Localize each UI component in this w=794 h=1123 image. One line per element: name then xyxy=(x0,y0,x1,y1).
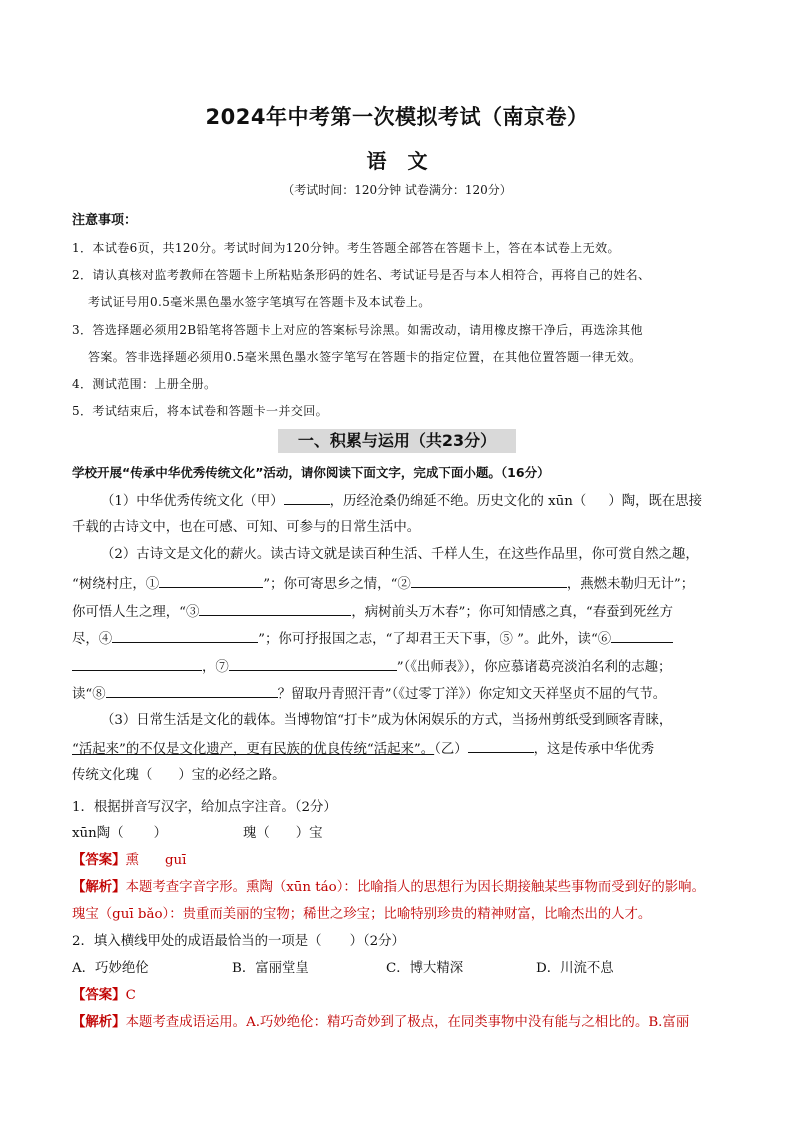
notice-item: 答案。答非选择题必须用0.5毫米黑色墨水签字笔写在答题卡的指定位置，在其他位置答题一律无效。 xyxy=(88,350,642,364)
section-heading: 一、积累与运用（共23分） xyxy=(278,429,516,453)
blank-6-cont[interactable] xyxy=(72,656,202,671)
passage-line: （2）古诗文是文化的薪火。读古诗文就是读百种生活、千样人生，在这些作品里，你可赏自然之趣， xyxy=(101,547,699,562)
passage-line: （3）日常生活是文化的载体。当博物馆“打卡”成为休闲娱乐的方式，当扬州剪纸受到顾客青睐， xyxy=(101,713,673,728)
passage-line: 传统文化瑰（ ）宝的必经之路。 xyxy=(72,768,286,783)
analysis-1-cont: 瑰宝（guī bǎo）：贵重而美丽的宝物；稀世之珍宝；比喻特别珍贵的精神财富，比喻杰出的人才。 xyxy=(72,907,652,922)
passage-line: “树绕村庄，① ”；你可寄思乡之情，“② ，燕燃未勒归无计”； xyxy=(72,573,694,595)
blank-jia[interactable] xyxy=(284,490,330,505)
question-1-items: xūn陶（ ） 瑰（ ）宝 xyxy=(72,826,323,841)
notice-item: 3．答选择题必须用2B铅笔将答题卡上对应的答案标号涂黑。如需改动，请用橡皮擦干净后，再选涂其他 xyxy=(72,323,643,337)
blank-4[interactable] xyxy=(112,628,258,643)
blank-yi[interactable] xyxy=(468,738,534,753)
blank-1[interactable] xyxy=(159,573,263,588)
option-a[interactable]: A．巧妙绝伦 xyxy=(72,961,149,976)
blank-8[interactable] xyxy=(106,683,278,698)
answer-1: 【答案】熏 guī xyxy=(72,853,187,868)
blank-6[interactable] xyxy=(611,628,673,643)
blank-2[interactable] xyxy=(411,573,567,588)
underlined-sentence: “活起来”的不仅是文化遗产，更有民族的优良传统“活起来”。 xyxy=(72,742,435,757)
passage-line: ，⑦ ”（《出师表》），你应慕诸葛亮淡泊名利的志趣； xyxy=(72,656,671,678)
notice-item: 1．本试卷6页，共120分。考试时间为120分钟。考生答题全部答在答题卡上，答在本试卷上无效。 xyxy=(72,241,620,255)
page-title: 2024年中考第一次模拟考试（南京卷） xyxy=(205,105,589,129)
passage-line: 尽，④ ”；你可抒报国之志，“了却君王天下事，⑤ ”。此外，读“⑥ xyxy=(72,628,673,650)
blank-3[interactable] xyxy=(199,601,351,616)
question-2: 2．填入横线甲处的成语最恰当的一项是（ ）（2分） xyxy=(72,934,405,949)
section-intro: 学校开展“传承中华优秀传统文化”活动，请你阅读下面文字，完成下面小题。（16分） xyxy=(72,465,550,480)
question-1: 1．根据拼音写汉字，给加点字注音。（2分） xyxy=(72,800,337,815)
subject-heading: 语 文 xyxy=(366,149,428,173)
passage-line: “活起来”的不仅是文化遗产，更有民族的优良传统“活起来”。（乙） ，这是传承中华优秀 xyxy=(72,738,654,760)
notice-title: 注意事项： xyxy=(72,213,138,228)
notice-item: 考试证号用0.5毫米黑色墨水签字笔填写在答题卡及本试卷上。 xyxy=(88,295,431,309)
option-c[interactable]: C．博大精深 xyxy=(386,961,464,976)
passage-line: 千载的古诗文中，也在可感、可知、可参与的日常生活中。 xyxy=(72,520,421,535)
passage-line: （1）中华优秀传统文化（甲） ，历经沧桑仍绵延不绝。历史文化的 xūn（ ）陶，既在思接 xyxy=(101,490,702,512)
notice-item: 4．测试范围：上册全册。 xyxy=(72,377,217,391)
answer-2: 【答案】C xyxy=(72,988,136,1003)
analysis-1: 【解析】本题考查字音字形。熏陶（xūn táo）：比喻指人的思想行为因长期接触某些事物而受到好的影响。 xyxy=(72,880,705,895)
exam-time-info: （考试时间：120分钟 试卷满分：120分） xyxy=(282,183,512,197)
passage-line: 你可悟人生之理，“③ ，病树前头万木春”；你可知情感之真，“春蚕到死丝方 xyxy=(72,601,673,623)
notice-item: 5．考试结束后，将本试卷和答题卡一并交回。 xyxy=(72,404,329,418)
notice-item: 2．请认真核对监考教师在答题卡上所粘贴条形码的姓名、考试证号是否与本人相符合，再将自己的姓名、 xyxy=(72,268,651,282)
analysis-2: 【解析】本题考查成语运用。A.巧妙绝伦：精巧奇妙到了极点，在同类事物中没有能与之相比的。B.富丽 xyxy=(72,1015,690,1030)
blank-7[interactable] xyxy=(229,656,397,671)
option-b[interactable]: B．富丽堂皇 xyxy=(232,961,309,976)
passage-line: 读“⑧ ？留取丹青照汗青”（《过零丁洋》）你定知文天祥坚贞不屈的气节。 xyxy=(72,683,666,705)
option-d[interactable]: D．川流不息 xyxy=(536,961,614,976)
